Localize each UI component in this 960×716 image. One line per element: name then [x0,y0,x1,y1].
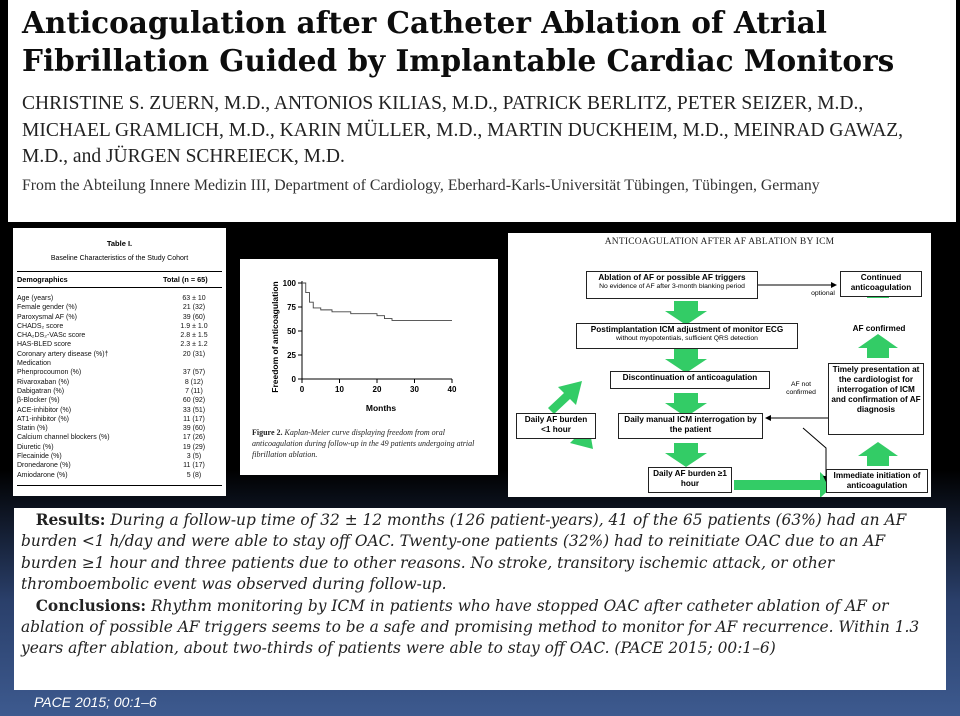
box-icm-title: Postimplantation ICM adjustment of monitor ECG [590,325,784,334]
km-figure [240,259,498,475]
table-row [17,378,222,387]
km-y-tick-label: 100 [282,279,296,288]
table-cell-value: 37 (57) [182,369,206,377]
table-row [17,340,222,349]
table-row [17,368,222,377]
table-row [17,331,222,340]
green-arrow-right [734,472,834,497]
connector-to-burden-high [803,428,826,481]
table-cell-label: Age (years) [17,295,54,302]
green-arrow-down-1 [665,301,707,325]
box-burden-low: Daily AF burden <1 hour [516,413,596,439]
table-cell-value: 1.9 ± 1.0 [180,322,208,330]
km-x-tick-label: 20 [372,385,382,394]
box-icm-sub: without myopotentials, sufficient QRS detection [616,335,758,342]
table-cell-value: 2.8 ± 1.5 [180,332,208,340]
table-row [17,433,222,442]
km-axes [283,279,457,394]
table-cell-label: Statin (%) [17,425,48,433]
table-row [17,406,222,415]
paper-header [8,0,956,222]
table-row [17,452,222,461]
paper-title: Anticoagulation after Catheter Ablation of Atrial Fibrillation Guided by Implantable Cardiac Monitors [22,5,895,78]
table-cell-value: 11 (17) [183,415,205,423]
table-cell-value: 63 ± 10 [182,295,206,302]
table-cell-value: 7 (11) [185,387,203,395]
flowchart [508,233,931,497]
km-caption [252,427,496,460]
table-cell-value: 33 (51) [182,406,206,414]
table-row [17,415,222,424]
table-row [17,359,222,368]
table-cell-label: HAS-BLED score [17,341,72,349]
km-x-tick-label: 10 [335,385,344,394]
table-row [17,424,222,433]
table-col-demographics: Demographics [17,275,68,284]
table-rule-header [17,287,222,288]
km-caption-label: Figure 2. [252,428,283,437]
box-icm-adjustment [576,323,798,349]
green-arrow-down-4 [665,443,707,467]
table-cell-label: Female gender (%) [17,304,77,312]
km-y-axis-label: Freedom of anticoagulation [270,281,280,393]
table-row [17,313,222,322]
table-cell-label: β-Blocker (%) [17,397,60,405]
table-cell-value: 39 (60) [182,313,206,321]
table-subcaption: Baseline Characteristics of the Study Cohort [50,255,189,262]
affiliation: From the Abteilung Innere Medizin III, Department of Cardiology, Eberhard-Karls-Universität Tübingen, Tübingen, Germany [22,177,820,194]
table-cell-label: CHADS₂ score [17,322,64,330]
green-arrow-down-2 [665,349,707,373]
box-immediate-initiation: Immediate initiation of anticoagulation [826,469,928,493]
box-daily-manual: Daily manual ICM interrogation by the patient [618,413,763,439]
table-cell-label: Phenprocoumon (%) [17,369,82,377]
conclusions-text: Rhythm monitoring by ICM in patients who have stopped OAC after catheter ablation of AF or ablation of possible AF triggers seems to be a safe and promising method to monitor for AF recurrence. Within 1.3 years after ablation, about two-thirds of patients were able to stay off OAC. (PACE 2015; 00:1–6) [21,596,920,658]
conclusions-label: Conclusions: [35,596,147,615]
box-ablation-title: Ablation of AF or possible AF triggers [598,273,746,282]
label-af-confirmed: AF confirmed [852,324,906,333]
table-cell-label: Medication [17,360,51,368]
table-cell-value: 2.3 ± 1.2 [180,341,208,349]
table-cell-label: Calcium channel blockers (%) [17,434,110,442]
abstract-text [21,510,943,660]
km-x-tick-label: 0 [299,385,305,394]
table-row [17,303,222,312]
km-survival-curve [302,283,452,320]
table-cell-value: 17 (26) [182,434,206,442]
table-row [17,396,222,405]
results-label: Results: [35,511,106,529]
km-y-tick-label: 75 [287,303,296,312]
table-cell-label: Diuretic (%) [17,443,54,451]
box-discontinuation: Discontinuation of anticoagulation [610,371,770,389]
abstract-box [14,508,946,690]
km-y-tick-label: 25 [287,351,296,360]
table-cell-value: 20 (31) [182,350,206,358]
table-cell-label: Coronary artery disease (%)† [17,350,109,358]
table-cell-value: 19 (29) [182,443,206,451]
table-col-total: Total (n = 65) [163,275,208,284]
table-row [17,322,222,331]
km-x-tick-label: 40 [447,385,457,394]
km-y-tick-label: 0 [291,375,296,384]
table-row [17,443,222,452]
box-burden-high: Daily AF burden ≥1 hour [648,467,732,493]
table-cell-label: AT1-inhibitor (%) [17,415,69,423]
green-arrow-up-3 [858,442,898,466]
table-cell-label: CHA₂DS₂-VASc score [17,332,86,340]
table-cell-value: 21 (32) [182,304,206,312]
table-row [17,387,222,396]
km-x-tick-label: 30 [410,385,419,394]
table-rule-bottom [17,485,222,486]
km-caption-text: Kaplan-Meier curve displaying freedom from oral anticoagulation during follow-up in the 49 patients undergoing atrial fibrillation ablation. [252,428,475,459]
table-cell-label: ACE-inhibitor (%) [17,406,72,414]
table-cell-value: 5 (8) [186,471,202,479]
table-cell-label: Amiodarone (%) [17,471,68,479]
table-cell-label: Rivaroxaban (%) [17,378,70,386]
table-body [17,294,222,480]
table-cell-value: 3 (5) [186,453,202,461]
table-caption: Table I. [106,239,133,248]
table-rule-top [17,271,222,272]
table-row [17,350,222,359]
table-cell-label: Dabigatran (%) [17,387,65,395]
label-optional: optional [811,290,835,297]
box-ablation-sub: No evidence of AF after 3-month blanking period [599,283,745,290]
table-cell-value: 39 (60) [182,425,206,433]
flowchart-title: ANTICOAGULATION AFTER AF ABLATION BY ICM [604,237,835,247]
table-row [17,461,222,470]
box-ablation [586,271,758,299]
table-cell-label: Flecainide (%) [17,453,62,461]
green-arrow-diag-up [548,381,582,414]
km-y-tick-label: 50 [287,327,296,336]
table-row [17,294,222,303]
km-x-axis-label: Months [365,403,397,413]
table-row [17,471,222,480]
author-list: CHRISTINE S. ZUERN, M.D., ANTONIOS KILIAS, M.D., PATRICK BERLITZ, PETER SEIZER, M.D., MICHAEL GRAMLICH, M.D., KARIN MÜLLER, M.D., MARTIN DUCKHEIM, M.D., MEINRAD GAWAZ, M.D., and JÜRGEN SCHREIECK, M.D. [22,93,904,167]
table-cell-value: 8 (12) [184,378,204,386]
label-af-not-confirmed: AF not confirmed [786,381,816,396]
baseline-table [13,228,226,496]
table-cell-value: 60 (92) [182,397,206,405]
table-cell-label: Paroxysmal AF (%) [17,313,77,321]
green-arrow-up-2 [858,334,898,358]
table-cell-label: Dronedarone (%) [17,462,71,470]
box-timely-presentation: Timely presentation at the cardiologist for interrogation of ICM and confirmation of AF diagnosis [828,363,924,435]
results-text: During a follow-up time of 32 ± 12 months (126 patient-years), 41 of the 65 patients (63%) had an AF burden <1 h/day and were able to stay off OAC. Twenty-one patients (32%) had to reinitiate OAC due to an AF burden ≥1 hour and three patients due to other reasons. No stroke, transitory ischemic attack, or other thromboembolic event was observed during follow-up. [21,511,907,594]
table-cell-value: 11 (17) [183,462,205,470]
box-continued: Continued anticoagulation [840,271,922,297]
footer-citation: PACE 2015; 00:1–6 [34,694,157,710]
